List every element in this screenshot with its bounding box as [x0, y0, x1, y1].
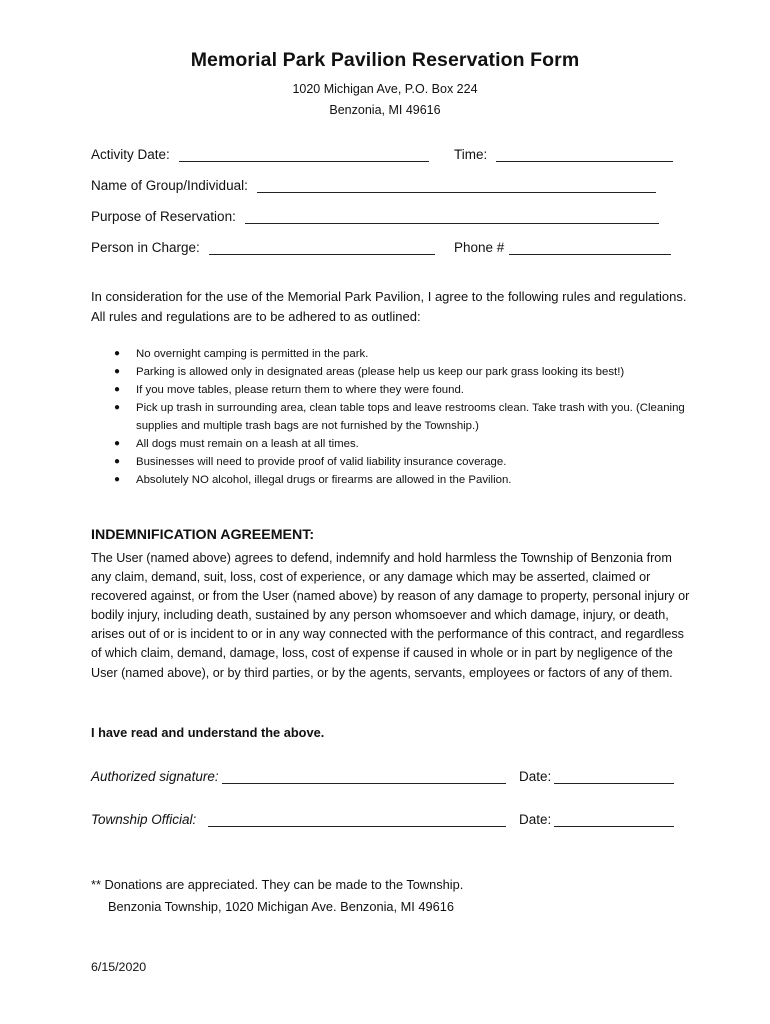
rules-list: [114, 345, 694, 489]
group-name-field[interactable]: [91, 178, 656, 193]
bullet-icon: ●: [114, 438, 121, 449]
form-title: Memorial Park Pavilion Reservation Form: [190, 49, 580, 71]
time-field[interactable]: [454, 147, 673, 162]
official-date-label: Date:: [519, 812, 552, 827]
person-in-charge-line[interactable]: [209, 240, 435, 255]
person-in-charge-label: Person in Charge:: [91, 240, 200, 255]
person-in-charge-field[interactable]: [91, 240, 435, 255]
authorized-signature-field[interactable]: [91, 769, 506, 784]
purpose-line[interactable]: [245, 209, 659, 224]
acknowledgement-text: I have read and understand the above.: [91, 725, 325, 740]
rule-item: ● Businesses will need to provide proof of valid liability insurance coverage.: [114, 453, 694, 471]
authorized-signature-label: Authorized signature:: [91, 769, 219, 784]
address-line-1: 1020 Michigan Ave, P.O. Box 224: [292, 82, 478, 96]
phone-line[interactable]: [509, 240, 671, 255]
time-label: Time:: [454, 147, 488, 162]
official-date-line[interactable]: [554, 812, 674, 827]
intro-paragraph: In consideration for the use of the Memorial Park Pavilion, I agree to the following rules and regulations. All rules and regulations are to be adhered to as outlined:: [91, 289, 687, 324]
revision-date: 6/15/2020: [91, 960, 147, 974]
bullet-icon: ●: [114, 456, 121, 467]
authorized-date-line[interactable]: [554, 769, 674, 784]
donation-address: Benzonia Township, 1020 Michigan Ave. Benzonia, MI 49616: [108, 899, 454, 914]
authorized-signature-line[interactable]: [222, 769, 506, 784]
time-line[interactable]: [496, 147, 673, 162]
indemnification-text: The User (named above) agrees to defend, indemnify and hold harmless the Township of Benzonia from any claim, demand, suit, loss, cost of experience, or any damage which may be asserted, claimed or recovered against, or from the User (named above) by reason of any damage to property, personal injury or bodily injury, including death, sustained by any person whomsoever and which damage, injury, or death, arises out of or is incident to or in any way connected with the performance of this contract, and regardless of which claim, demand, damage, loss, cost of expense if caused in whole or in part by negligence of the User (named above), or by third parties, or by the agents, servants, employees or factors of any of them.: [91, 551, 690, 680]
authorized-date-field[interactable]: [519, 769, 674, 784]
indemnification-heading: INDEMNIFICATION AGREEMENT:: [91, 527, 315, 543]
purpose-label: Purpose of Reservation:: [91, 209, 236, 224]
bullet-icon: ●: [114, 402, 121, 413]
rule-item: ● Absolutely NO alcohol, illegal drugs or firearms are allowed in the Pavilion.: [114, 471, 694, 489]
rule-item: ● All dogs must remain on a leash at all times.: [114, 435, 694, 453]
bullet-icon: ●: [114, 384, 121, 395]
authorized-date-label: Date:: [519, 769, 552, 784]
rule-item: ● No overnight camping is permitted in the park.: [114, 345, 694, 363]
township-official-field[interactable]: [91, 812, 506, 827]
bullet-icon: ●: [114, 348, 121, 359]
phone-label: Phone #: [454, 240, 505, 255]
purpose-field[interactable]: [91, 209, 659, 224]
group-name-label: Name of Group/Individual:: [91, 178, 248, 193]
donation-note: ** Donations are appreciated. They can be made to the Township.: [91, 877, 464, 892]
official-date-field[interactable]: [519, 812, 674, 827]
township-official-label: Township Official:: [91, 812, 197, 827]
activity-date-field[interactable]: [91, 147, 429, 162]
activity-date-line[interactable]: [179, 147, 429, 162]
activity-date-label: Activity Date:: [91, 147, 170, 162]
address-line-2: Benzonia, MI 49616: [329, 103, 441, 117]
bullet-icon: ●: [114, 366, 121, 377]
phone-field[interactable]: [454, 240, 671, 255]
rule-item: ● Parking is allowed only in designated areas (please help us keep our park grass looking its best!): [114, 363, 694, 381]
rule-item: ● If you move tables, please return them to where they were found.: [114, 381, 694, 399]
group-name-line[interactable]: [257, 178, 656, 193]
rule-item: ● Pick up trash in surrounding area, clean table tops and leave restrooms clean. Take trash with you. (Cleaning supplies and multiple trash bags are not furnished by the Township.): [114, 399, 694, 435]
township-official-line[interactable]: [208, 812, 506, 827]
bullet-icon: ●: [114, 474, 121, 485]
